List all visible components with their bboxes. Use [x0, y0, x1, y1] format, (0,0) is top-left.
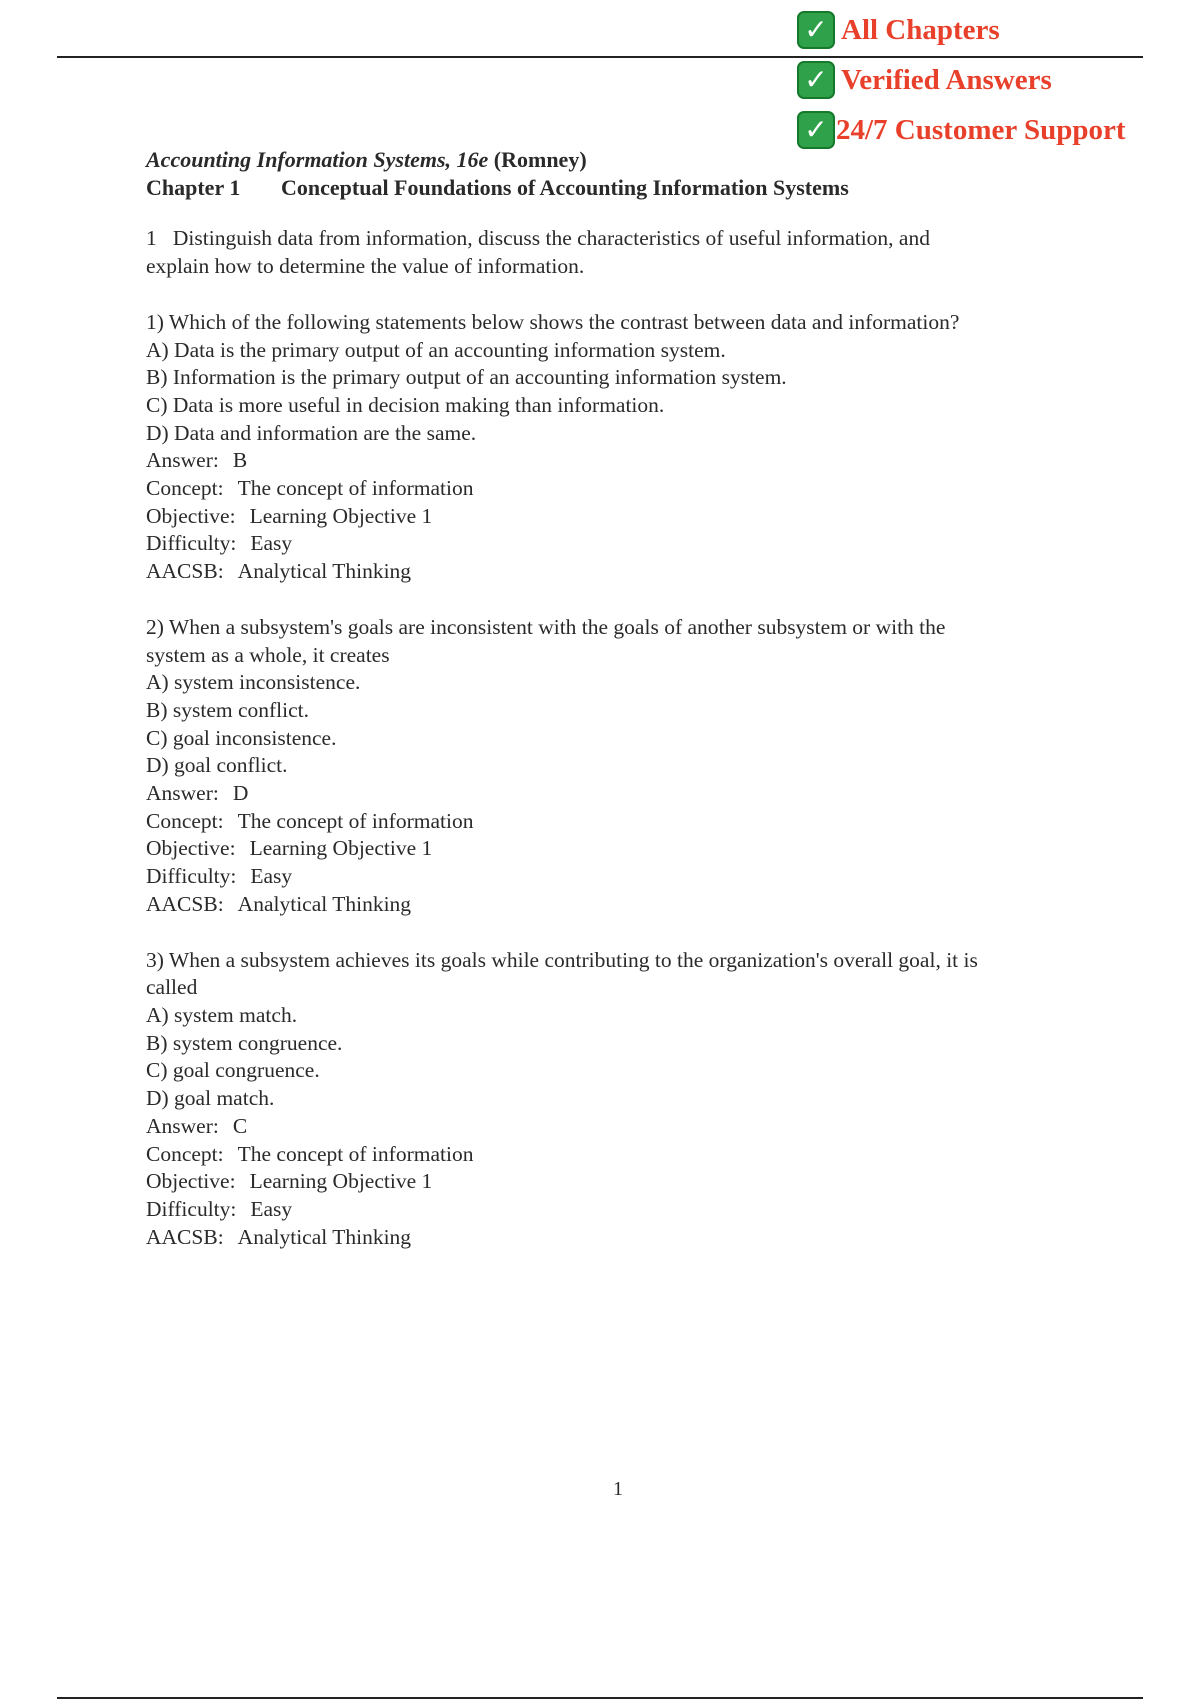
book-title [146, 146, 1106, 174]
concept-label: Concept: [146, 1141, 224, 1166]
question-stem: called [146, 975, 198, 1000]
difficulty-value: Easy [250, 1196, 293, 1221]
question-3 [146, 947, 1106, 1252]
document-body [146, 146, 1106, 1251]
difficulty-value: Easy [250, 864, 293, 889]
answer-row [146, 447, 1106, 475]
aacsb-label: AACSB: [146, 891, 224, 916]
aacsb-row [146, 558, 1106, 586]
difficulty-label: Difficulty: [146, 864, 237, 889]
difficulty-row [146, 863, 1106, 891]
answer-option: B) system conflict. [146, 697, 310, 722]
objective-row [146, 503, 1106, 531]
learning-objective [146, 225, 1106, 280]
aacsb-label: AACSB: [146, 559, 224, 584]
objective-value: Learning Objective 1 [249, 503, 433, 528]
answer-row [146, 1113, 1106, 1141]
answer-label: Answer: [146, 781, 219, 806]
answer-option: C) goal congruence. [146, 1058, 320, 1083]
concept-value: The concept of information [237, 808, 474, 833]
concept-value: The concept of information [237, 1141, 474, 1166]
question-stem: 2) When a subsystem's goals are inconsistent with the goals of another subsystem or with the [146, 614, 946, 639]
objective-row [146, 1168, 1106, 1196]
objective-label: Objective: [146, 1169, 236, 1194]
answer-option: D) goal conflict. [146, 753, 288, 778]
aacsb-row [146, 891, 1106, 919]
chapter-heading [146, 174, 1106, 202]
badge-label: 24/7 Customer Support [836, 113, 1126, 146]
difficulty-value: Easy [250, 531, 293, 556]
answer-label: Answer: [146, 448, 219, 473]
concept-label: Concept: [146, 476, 224, 501]
difficulty-row [146, 1196, 1106, 1224]
check-icon: ✓ [797, 111, 835, 149]
concept-row [146, 1141, 1106, 1169]
book-author: (Romney) [493, 147, 587, 172]
objective-label: Objective: [146, 836, 236, 861]
answer-label: Answer: [146, 1113, 219, 1138]
aacsb-label: AACSB: [146, 1224, 224, 1249]
objective-row [146, 835, 1106, 863]
badge-all-chapters [797, 6, 1197, 54]
answer-option: A) Data is the primary output of an accounting information system. [146, 337, 726, 362]
aacsb-value: Analytical Thinking [237, 559, 412, 584]
concept-row [146, 808, 1106, 836]
concept-value: The concept of information [237, 476, 474, 501]
answer-option: A) system inconsistence. [146, 670, 361, 695]
aacsb-row [146, 1224, 1106, 1252]
question-stem: system as a whole, it creates [146, 642, 390, 667]
answer-option: C) Data is more useful in decision making than information. [146, 392, 665, 417]
answer-option: B) system congruence. [146, 1030, 343, 1055]
objective-label: Objective: [146, 503, 236, 528]
concept-row [146, 475, 1106, 503]
answer-option: B) Information is the primary output of an accounting information system. [146, 365, 787, 390]
objective-value: Learning Objective 1 [249, 836, 433, 861]
page-number: 1 [613, 1478, 623, 1500]
answer-value: B [232, 448, 248, 473]
answer-option: D) goal match. [146, 1086, 275, 1111]
book-title-name: Accounting Information Systems, 16e [146, 147, 489, 172]
question-stem: 3) When a subsystem achieves its goals while contributing to the organization's overall goal, it is [146, 947, 978, 972]
check-icon: ✓ [797, 61, 835, 99]
objective-value: Learning Objective 1 [249, 1169, 433, 1194]
learning-objective-line: explain how to determine the value of information. [146, 254, 585, 279]
answer-value: D [232, 781, 249, 806]
question-stem: 1) Which of the following statements below shows the contrast between data and information? [146, 309, 960, 334]
aacsb-value: Analytical Thinking [237, 1224, 412, 1249]
chapter-label: Chapter 1 [146, 174, 241, 200]
check-icon: ✓ [797, 11, 835, 49]
chapter-title: Conceptual Foundations of Accounting Information Systems [281, 174, 849, 200]
answer-value: C [232, 1113, 248, 1138]
difficulty-label: Difficulty: [146, 531, 237, 556]
badge-label: All Chapters [841, 13, 1000, 46]
answer-option: D) Data and information are the same. [146, 420, 477, 445]
question-2 [146, 614, 1106, 919]
answer-row [146, 780, 1106, 808]
difficulty-label: Difficulty: [146, 1196, 237, 1221]
aacsb-value: Analytical Thinking [237, 891, 412, 916]
badge-label: Verified Answers [841, 63, 1052, 96]
question-1 [146, 309, 1106, 586]
badge-verified-answers [797, 56, 1197, 104]
difficulty-row [146, 530, 1106, 558]
concept-label: Concept: [146, 808, 224, 833]
learning-objective-line: 1 Distinguish data from information, discuss the characteristics of useful information, and [146, 226, 930, 251]
promo-badges [797, 6, 1197, 156]
answer-option: C) goal inconsistence. [146, 725, 337, 750]
answer-option: A) system match. [146, 1002, 298, 1027]
footer-divider [57, 1697, 1143, 1699]
